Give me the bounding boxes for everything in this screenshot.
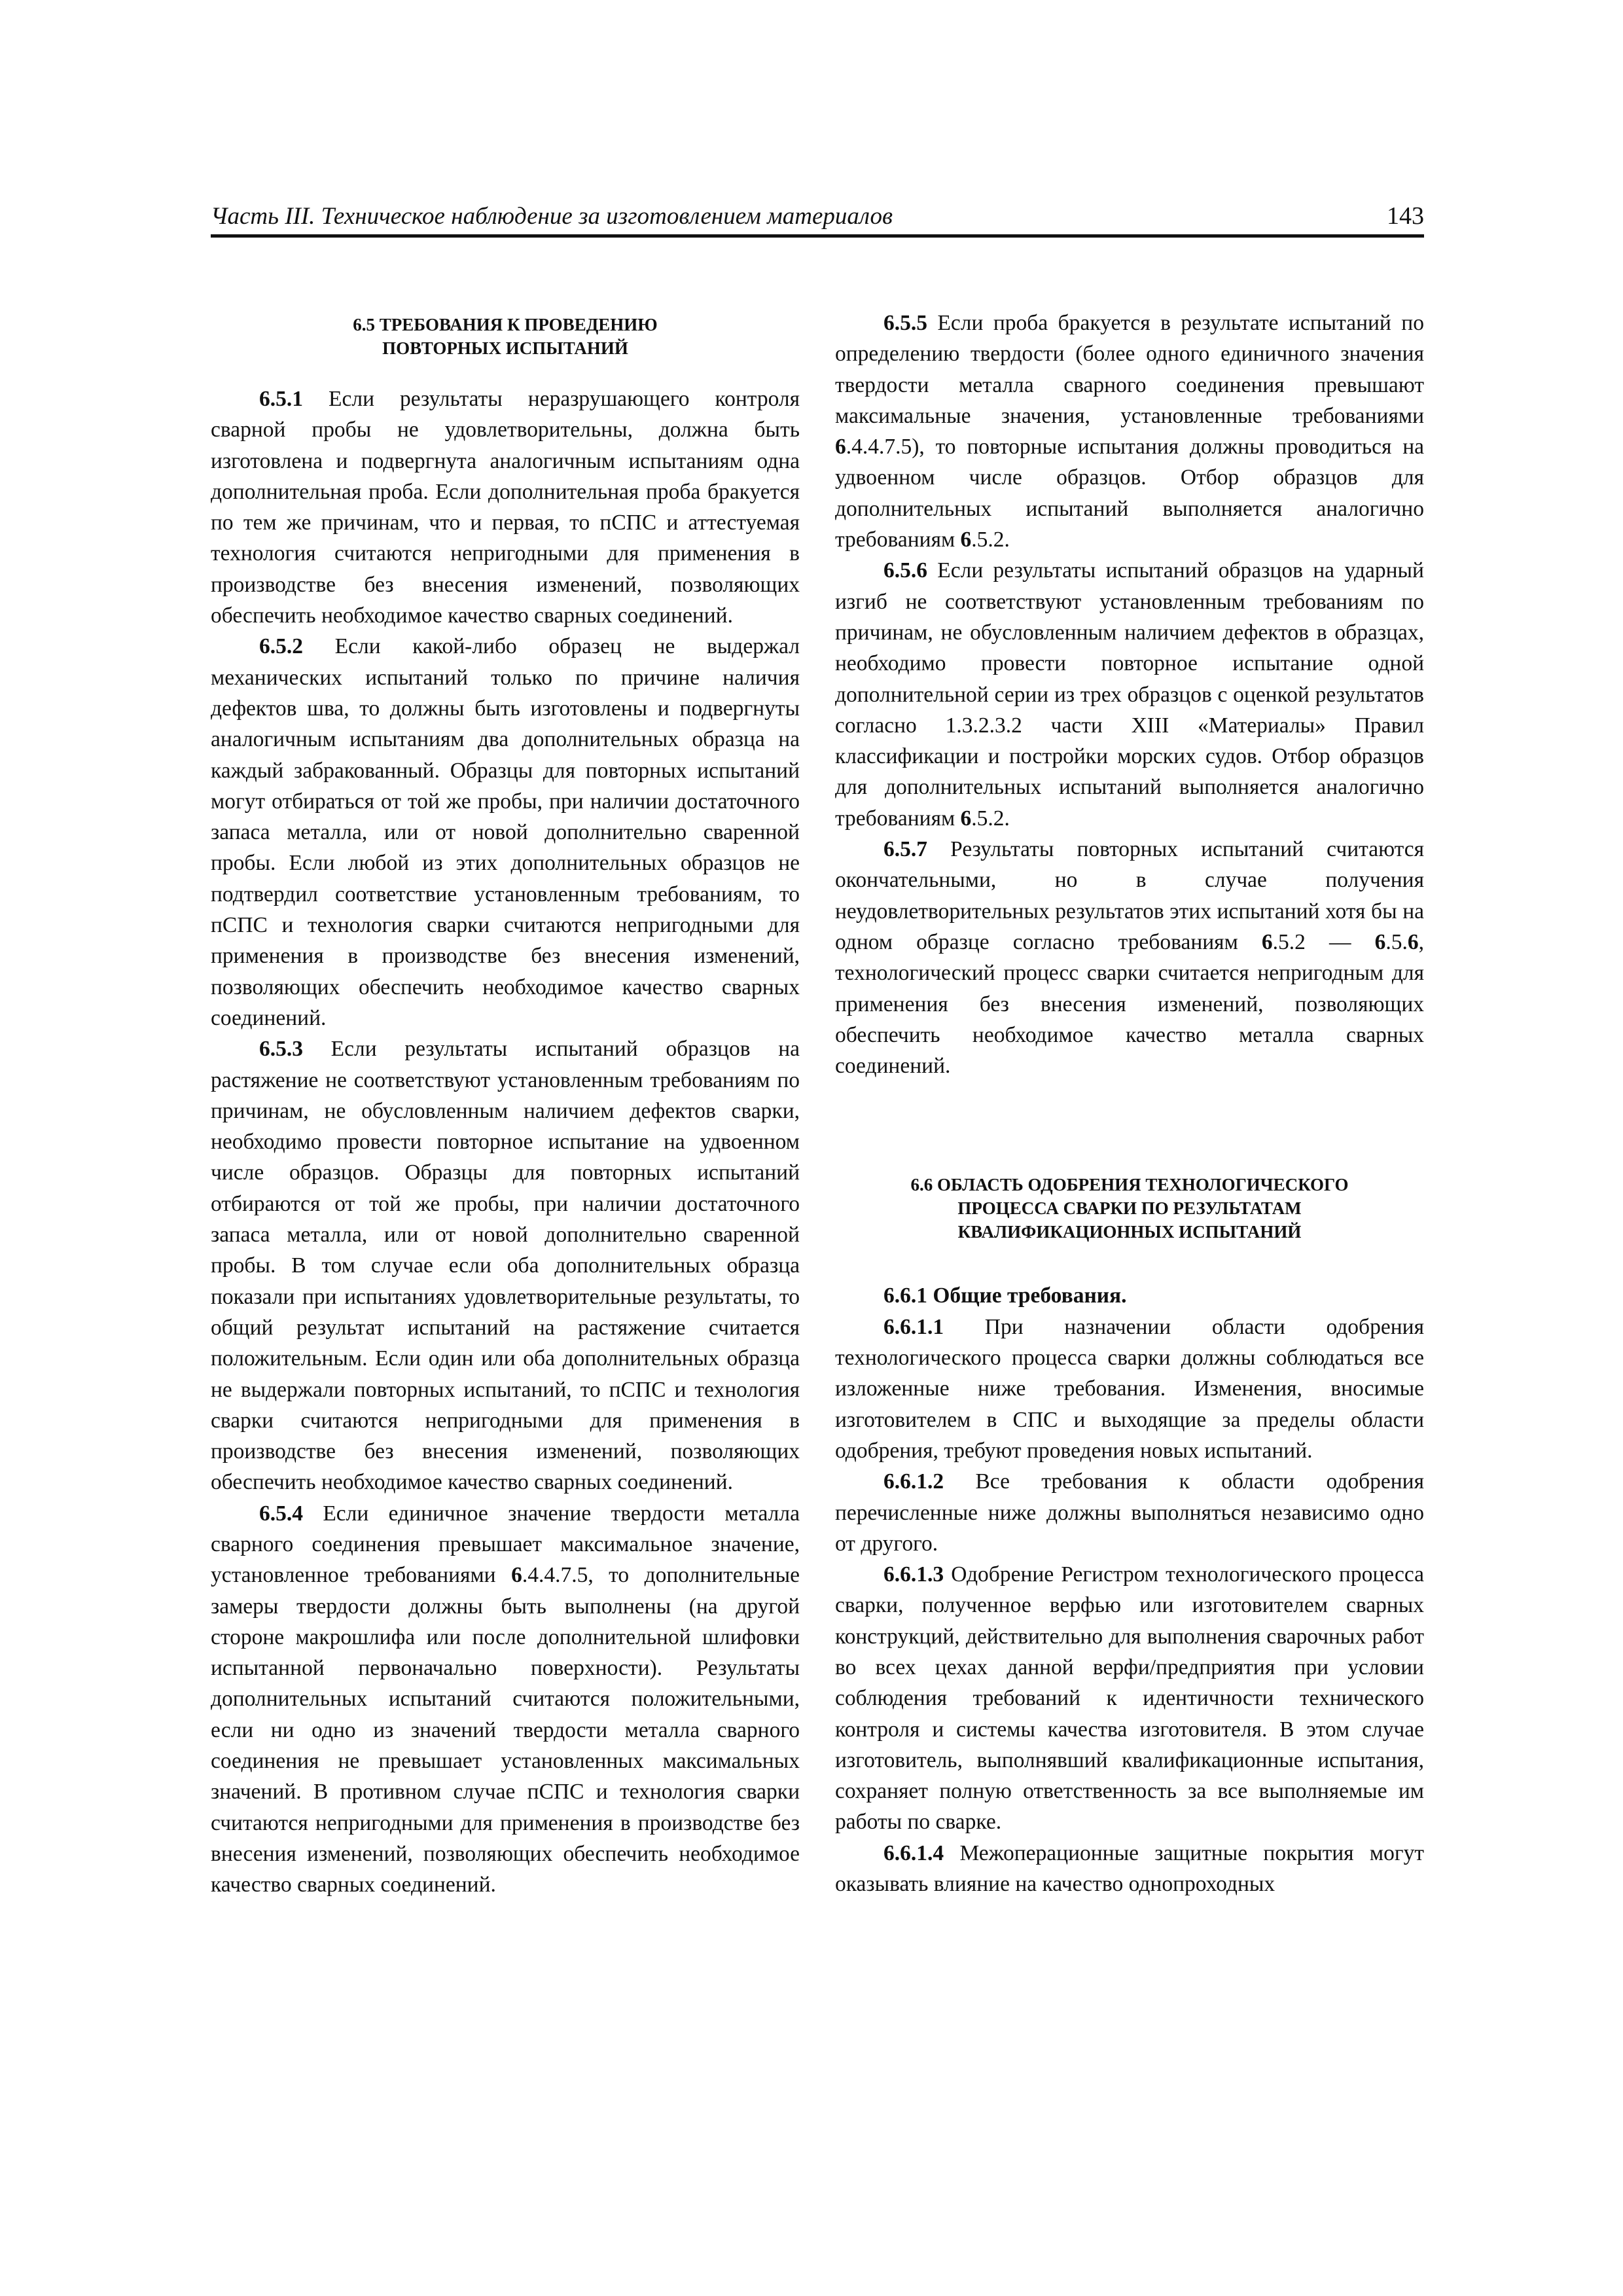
clause-text: .5.: [1385, 929, 1408, 954]
left-column: [211, 313, 800, 1901]
paragraph-6-5-2: [211, 631, 800, 1033]
clause-reference: 6: [1407, 929, 1419, 954]
clause-text: Если проба бракуется в результате испытаний по определению твердости (более одного единичного значения твердости металла сварного соединения превышают максимальные значения, установленные требованиями: [835, 311, 1424, 428]
clause-text: Межоперационные защитные покрытия могут оказывать влияние на качество однопроходных: [835, 1840, 1424, 1897]
paragraph-6-6-1-2: [835, 1466, 1424, 1559]
clause-text: , технологический процесс сварки считается непригодным для применения без внесения изменений, позволяющих обеспечить необходимое качество металла сварных соединений.: [835, 929, 1424, 1079]
clause-text: .5.2.: [971, 528, 1010, 552]
clause-number: 6.5.6: [883, 558, 927, 583]
paragraph-6-6-1-1: [835, 1312, 1424, 1466]
clause-number: 6.6.1.3: [883, 1562, 944, 1587]
section-6-5-title-line1: 6.5 ТРЕБОВАНИЯ К ПРОВЕДЕНИЮ: [353, 315, 658, 334]
clause-text: Результаты повторных испытаний считаются окончательными, но в случае получения неудовлетворительных результатов этих испытаний хотя бы на одном образце согласно требованиям: [835, 837, 1424, 954]
paragraph-6-5-3: [211, 1033, 800, 1498]
page-number: 143: [1387, 202, 1424, 230]
paragraph-6-6-1-3: [835, 1559, 1424, 1838]
clause-reference: 6: [835, 435, 846, 459]
clause-text: Если результаты испытаний образцов на растяжение не соответствуют установленным требованиям по причинам, не обусловленным наличием дефектов сварки, необходимо провести повторное испытание на удвоенном числе образцов. Образцы для повторных испытаний отбираются от той же пробы, при наличии достаточного запаса металла, или от новой дополнительно сваренной пробы. В том случае если оба дополнительных образца показали при испытаниях удовлетворительные результаты, то общий результат испытаний на растяжение считается положительным. Если один или оба дополнительных образца не выдержали повторных испытаний, то пСПС и технология сварки считаются непригодными для применения в производстве без внесения изменений, позволяющих обеспечить необходимое качество сварных соединений.: [211, 1037, 800, 1495]
clause-number: 6.6.1.4: [883, 1840, 944, 1865]
section-6-6-title-line3: КВАЛИФИКАЦИОННЫХ ИСПЫТАНИЙ: [957, 1222, 1302, 1242]
clause-number: 6.5.4: [259, 1501, 303, 1526]
paragraph-6-6-1-4: [835, 1838, 1424, 1900]
section-6-5-title: [211, 313, 800, 360]
clause-number: 6.6.1.2: [883, 1469, 944, 1494]
section-6-6-title: [835, 1173, 1424, 1244]
clause-reference: 6: [960, 806, 972, 831]
paragraph-6-5-1: [211, 384, 800, 631]
clause-reference: 6: [1261, 929, 1273, 954]
paragraph-6-5-5: [835, 308, 1424, 555]
right-column: [835, 308, 1424, 1899]
clause-number: 6.5.2: [259, 634, 303, 659]
clause-number: 6.5.3: [259, 1037, 303, 1062]
clause-text: Если какой-либо образец не выдержал механических испытаний только по причине наличия дефектов шва, то должны быть изготовлены и подвергнуты аналогичным испытаниям два дополнительных образца на каждый забракованный. Образцы для повторных испытаний могут отбираться от той же пробы, при наличии достаточного запаса металла, или от новой дополнительно сваренной пробы. Если любой из этих дополнительных образцов не подтвердил соответствие установленным требованиям, то пСПС и технология сварки считаются непригодными для применения в производстве без внесения изменений, позволяющих обеспечить необходимое качество сварных соединений.: [211, 634, 800, 1030]
clause-text: .5.2.: [971, 806, 1010, 831]
clause-reference: 6: [960, 528, 972, 552]
clause-text: .5.2 —: [1272, 929, 1375, 954]
subsection-heading: 6.6.1 Общие требования.: [883, 1283, 1127, 1308]
clause-number: 6.6.1.1: [883, 1314, 944, 1339]
clause-text: При назначении области одобрения технологического процесса сварки должны соблюдаться все изложенные ниже требования. Изменения, вносимые изготовителем в СПС и выходящие за пределы области одобрения, требуют проведения новых испытаний.: [835, 1314, 1424, 1463]
clause-number: 6.5.7: [883, 837, 927, 862]
clause-text: Если результаты неразрушающего контроля сварной пробы не удовлетворительны, должна быть изготовлена и подвергнута аналогичным испытаниям одна дополнительная проба. Если дополнительная проба бракуется по тем же причинам, что и первая, то пСПС и аттестуемая технология считаются непригодными для применения в производстве без внесения изменений, позволяющих обеспечить необходимое качество сварных соединений.: [211, 387, 800, 628]
running-title: Часть III. Техническое наблюдение за изготовлением материалов: [211, 203, 893, 230]
paragraph-6-5-7: [835, 834, 1424, 1081]
section-6-5-title-line2: ПОВТОРНЫХ ИСПЫТАНИЙ: [382, 338, 628, 358]
clause-number: 6.5.5: [883, 311, 927, 335]
paragraph-6-5-6: [835, 555, 1424, 834]
section-6-6-title-line2: ПРОЦЕССА СВАРКИ ПО РЕЗУЛЬТАТАМ: [957, 1198, 1302, 1219]
section-6-6-title-line1: 6.6 ОБЛАСТЬ ОДОБРЕНИЯ ТЕХНОЛОГИЧЕСКОГО: [910, 1175, 1349, 1195]
clause-text: .4.4.7.5), то повторные испытания должны проводиться на удвоенном числе образцов. Отбор образцов для дополнительных испытаний выполняется аналогично требованиям: [835, 435, 1424, 552]
clause-text: Если единичное значение твердости металла сварного соединения превышает максимальное значение, установленное требованиями: [211, 1501, 800, 1588]
paragraph-6-5-4: [211, 1498, 800, 1901]
clause-reference: 6: [511, 1563, 522, 1588]
page-header: [211, 196, 1424, 238]
clause-number: 6.5.1: [259, 387, 303, 411]
clause-reference: 6: [1374, 929, 1386, 954]
clause-text: Если результаты испытаний образцов на ударный изгиб не соответствуют установленным требованиям по причинам, не обусловленным наличием дефектов в образцах, необходимо провести повторное испытание одной дополнительной серии из трех образцов с оценкой результатов согласно 1.3.2.3.2 части XIII «Материалы» Правил классификации и постройки морских судов. Отбор образцов для дополнительных испытаний выполняется аналогично требованиям: [835, 558, 1424, 831]
clause-text: Одобрение Регистром технологического процесса сварки, полученное верфью или изготовителем сварных конструкций, действительно для выполнения сварочных работ во всех цехах данной верфи/предприятия при условии соблюдения требований к идентичности технического контроля и системы качества изготовителя. В этом случае изготовитель, выполнявший квалификационные испытания, сохраняет полную ответственность за все выполняемые им работы по сварке.: [835, 1562, 1424, 1835]
clause-text: .4.4.7.5, то дополнительные замеры твердости должны быть выполнены (на другой стороне макрошлифа или после дополнительной шлифовки испытанной первоначально поверхности). Результаты дополнительных испытаний считаются положительными, если ни одно из значений твердости металла сварного соединения не превышает установленных максимальных значений. В противном случае пСПС и технология сварки считаются непригодными для применения в производстве без внесения изменений, позволяющих обеспечить необходимое качество сварных соединений.: [211, 1563, 800, 1897]
clause-text: Все требования к области одобрения перечисленные ниже должны выполняться независимо одно от другого.: [835, 1469, 1424, 1556]
